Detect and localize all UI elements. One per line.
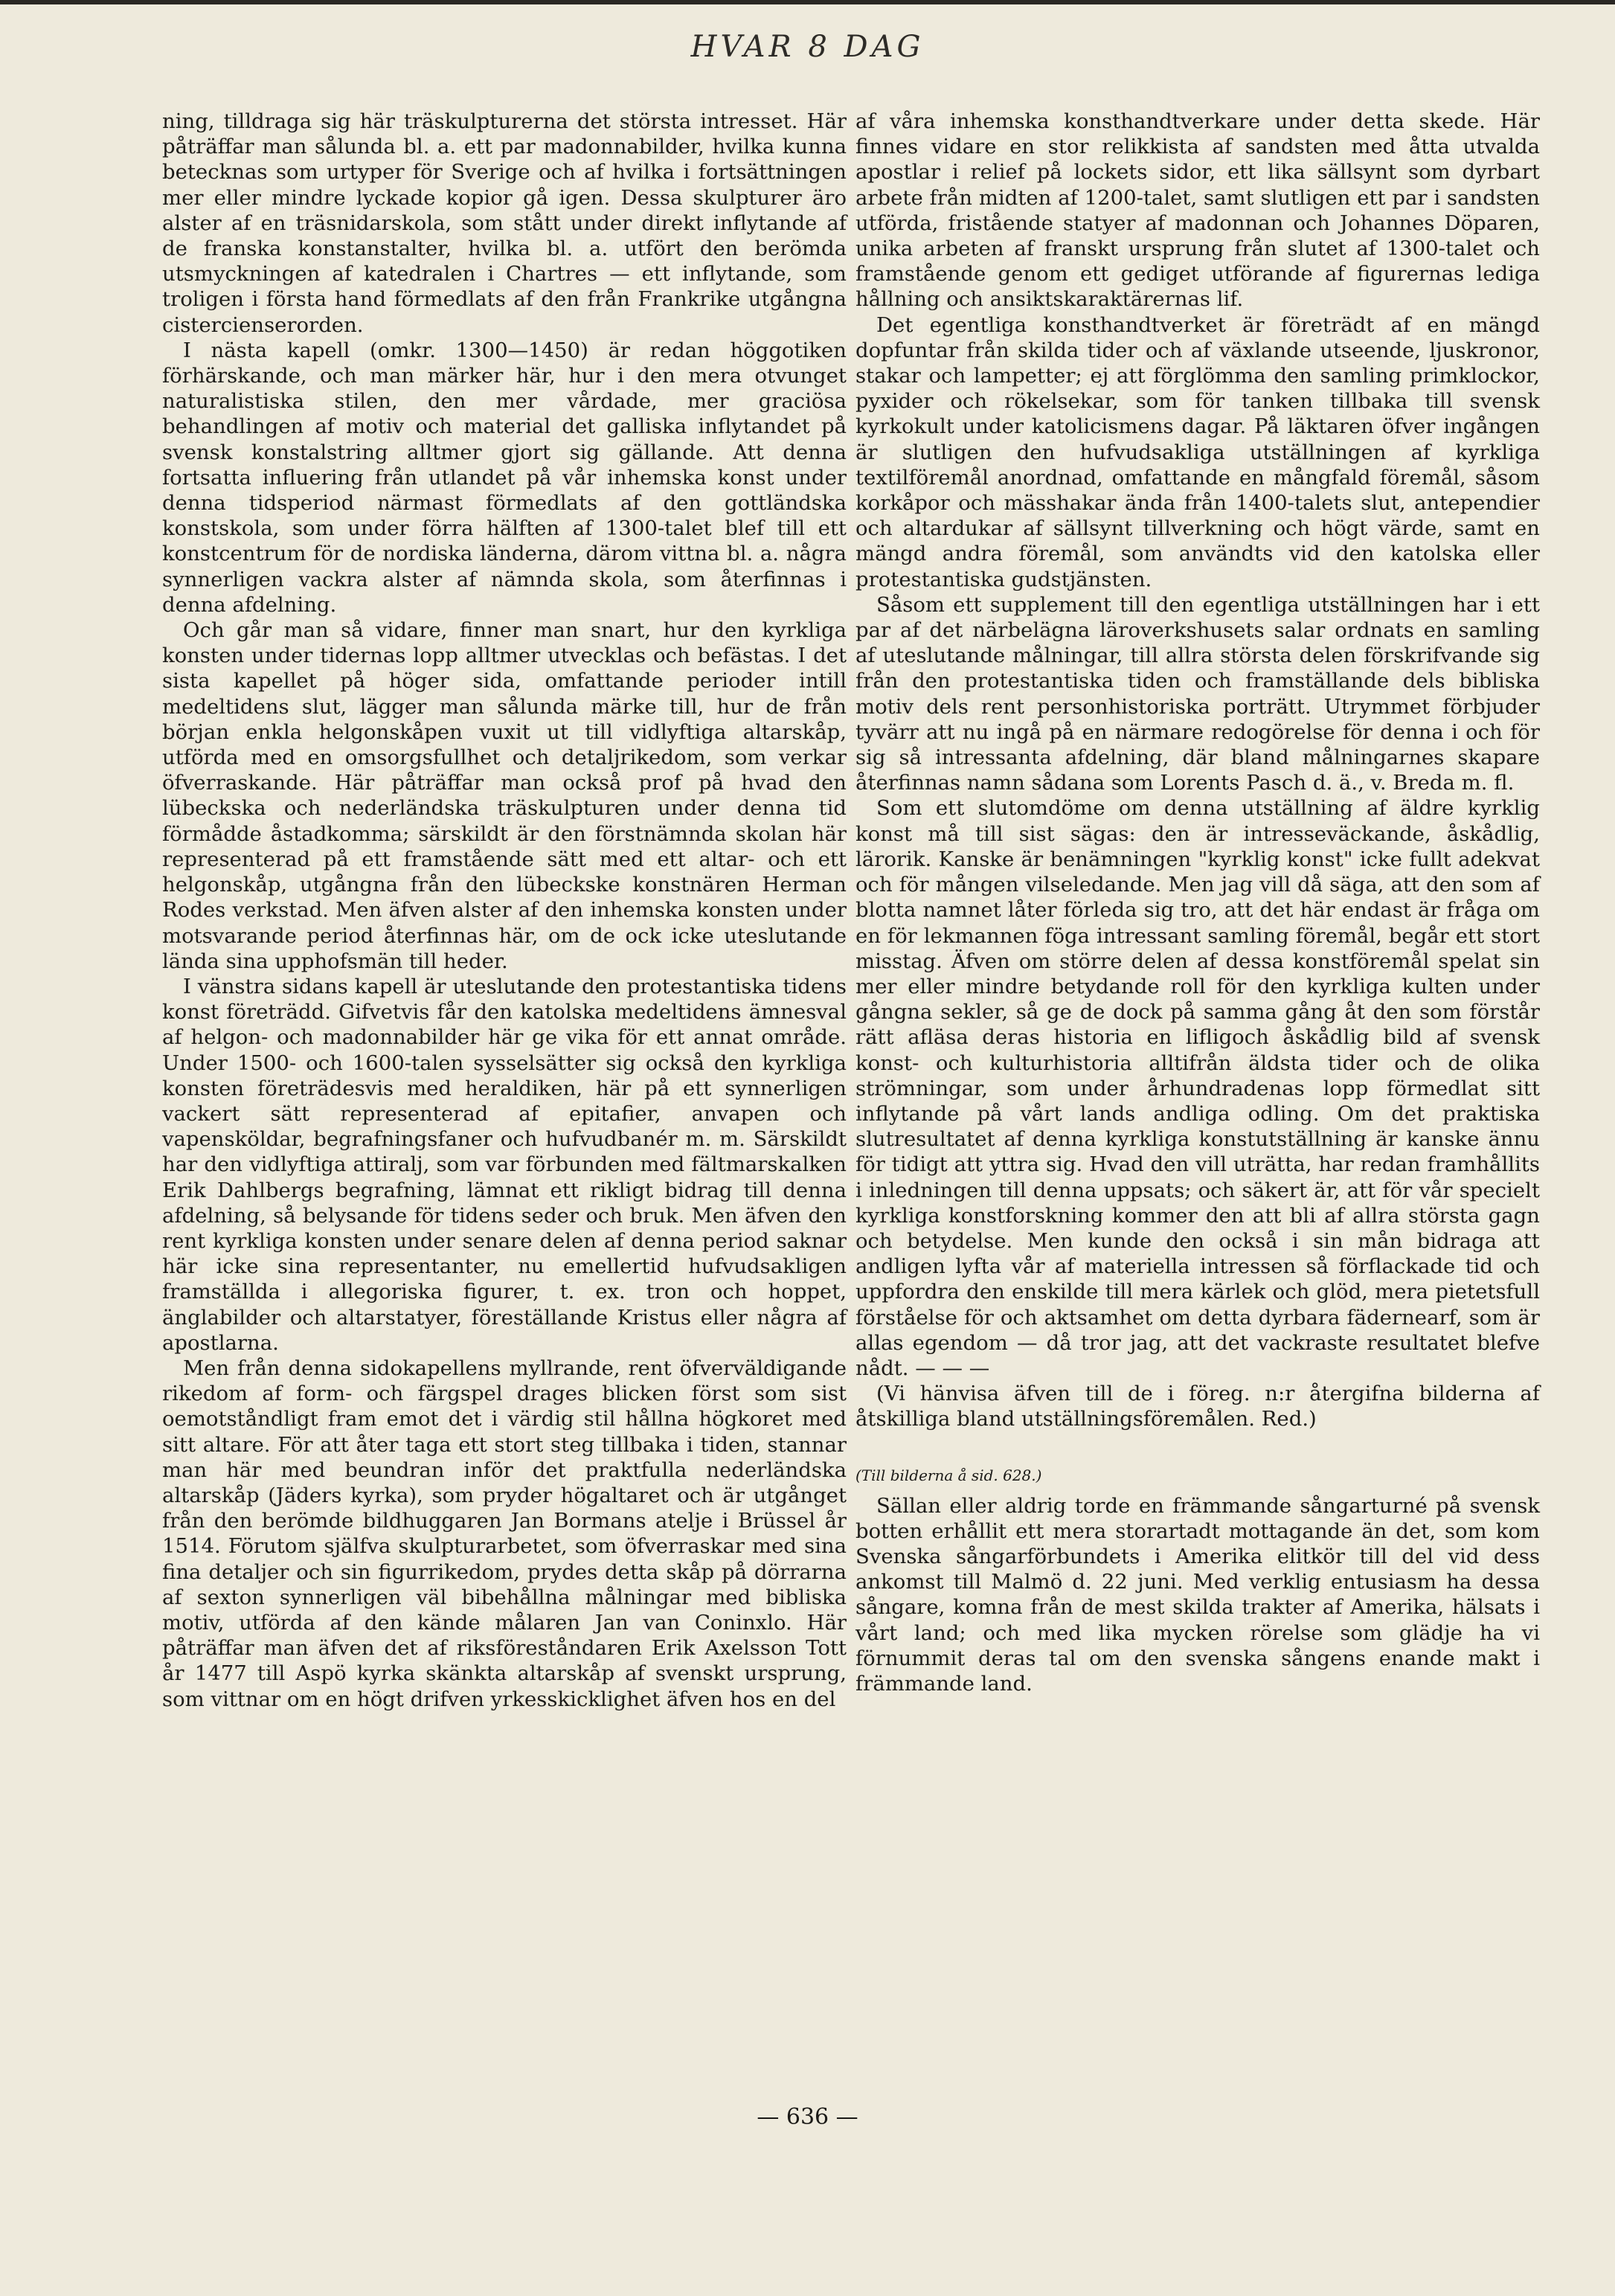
paragraph: Såsom ett supplement till den egentliga utställningen har i ett par af det närbelägna läroverkshusets salar ordnats en samling af uteslutande målningar, till allra största delen förskrifvande sig från den protestantiska tiden och framställande dels bibliska motiv dels rent personhistoriska porträtt. Utrymmet förbjuder tyvärr att nu ingå på en närmare redogörelse för denna i och för sig så intressanta afdelning, där bland målningarnes skapare återfinnas namn sådana som Lorents Pasch d. ä., v. Breda m. fl. — [855, 592, 1540, 795]
right-column — [855, 109, 1540, 1696]
section-caption: (Till bilderna å sid. 628.) — [855, 1466, 1042, 1484]
paragraph: Sällan eller aldrig torde en främmande sångarturné på svensk botten erhållit ett mera storartadt mottagande än det, som kom Svenska sångarförbundets i Amerika elitkör till del vid dess ankomst till Malmö d. 22 juni. Med verklig entusiasm ha dessa sångare, komna från de mest skilda trakter af Amerika, hälsats i vårt land; och med lika mycken rörelse som glädje ha vi förnummit deras tal om den svenska sångens enande makt i främmande land. — [855, 1493, 1540, 1696]
paragraph: Och går man så vidare, finner man snart, hur den kyrkliga konsten under tidernas lopp alltmer utvecklas och befästas. I det sista kapellet på höger sida, omfattande perioder intill medeltidens slut, lägger man sålunda märke till, hur de från början enkla helgonskåpen vuxit ut till vidlyftiga altarskåp, utförda med en omsorgsfullhet och detaljrikedom, som verkar öfverraskande. Här påträffar man också prof på hvad den lübeckska och nederländska träskulpturen under denna tid förmådde åstadkomma; särskildt är den förstnämnda skolan här representerad på ett framstående sätt med ett altar- och ett helgonskåp, utgångna från den lübeckske konstnären Herman Rodes verkstad. Men äfven alster af den inhemska konsten under motsvarande period återfinnas här, om de ock icke uteslutande lända sina upphofsmän till heder. — [162, 618, 847, 973]
running-header: HVAR 8 DAG — [690, 30, 925, 64]
paragraph: Som ett slutomdöme om denna utställning af äldre kyrklig konst må till sist sägas: den är intresseväckande, åskådlig, lärorik. Kanske är benämningen "kyrklig konst" icke fullt adekvat och för mången vilseledande. Men jag vill då säga, att den som af blotta namnet låter förleda sig tro, att det här endast är fråga om en för lekmannen föga intressant samling föremål, begår ett stort misstag. Äfven om större delen af dessa konstföremål spelat sin mer eller mindre betydande roll för den kyrkliga kulten under gångna sekler, så ge de dock på samma gång åt den som förstår rätt afläsa deras historia en lifligoch åskådlig bild af svensk konst- och kulturhistoria alltifrån äldsta tider och de olika strömningar, som under århundradenas lopp förmedlat sitt inflytande på vårt lands andliga odling. Om det praktiska slutresultatet af denna kyrkliga konstutställning är kanske ännu för tidigt att yttra sig. Hvad den vill uträtta, har redan framhållits i inledningen till denna uppsats; och säkert är, att för vår specielt kyrkliga konstforskning kommer den att bli af allra största gagn och betydelse. Men kunde den också i sin mån bidraga att andligen lyfta vår af materiella intressen så förflackade tid och uppfordra den enskilde till mera kärlek och glöd, mera pietetsfull förståelse för och aktsamhet om detta dyrbara fädernearf, som är allas egendom — då tror jag, att det vackraste resultatet blefve nådt. — — — — [855, 796, 1540, 1380]
page-number: — 636 — — [757, 2104, 858, 2130]
paragraph: Men från denna sidokapellens myllrande, rent öfverväldigande rikedom af form- och färgspel drages blicken först som sist oemotståndligt fram emot det i värdig stil hållna högkoret med sitt altare. För att åter taga ett stort steg tillbaka i tiden, stannar man här med beundran inför det praktfulla nederländska altarskåp (Jäders kyrka), som pryder högaltaret och är utgånget från den berömde bildhuggaren Jan Bormans atelje i Brüssel år 1514. Förutom själfva skulpturarbetet, som öfverraskar med sina fina detaljer och sin figurrikedom, prydes detta skåp på dörrarna af sexton synnerligen väl bibehållna målningar med bibliska motiv, utförda af den kände målaren Jan van Coninxlo. Här påträffar man äfven det af riksföreståndaren Erik Axelsson Tott år 1477 till Aspö kyrka skänkta altarskåp af svenskt ursprung, som vittnar om en högt drifven yrkesskicklighet äfven hos en del — [162, 1356, 847, 1711]
paragraph: ning, tilldraga sig här träskulpturerna det största intresset. Här påträffar man sålunda bl. a. ett par madonnabilder, hvilka kunna betecknas som urtyper för Sverige och af hvilka i fortsättningen mer eller mindre lyckade kopior gå igen. Dessa skulpturer äro alster af en träsnidarskola, som stått under direkt inflytande af de franska konstanstalter, hvilka bl. a. utfört den berömda utsmyckningen af katedralen i Chartres — ett inflytande, som troligen i första hand förmedlats af den från Frankrike utgångna cistercienserorden. — [162, 109, 847, 337]
editor-note: (Vi hänvisa äfven till de i föreg. n:r återgifna bilderna af åtskilliga bland utställningsföremålen. Red.) — [855, 1382, 1540, 1431]
paragraph: I vänstra sidans kapell är uteslutande den protestantiska tidens konst företrädd. Gifvetvis får den katolska medeltidens ämnesval af helgon- och madonnabilder här ge vika för ett annat område. Under 1500- och 1600-talen sysselsätter sig också den kyrkliga konsten företrädesvis med heraldiken, här på ett synnerligen vackert sätt representerad af epitafier, anvapen och vapensköldar, begrafningsfaner och hufvudbanér m. m. Särskildt har den vidlyftiga attiralj, som var förbunden med fältmarskalken Erik Dahlbergs begrafning, lämnat ett rikligt bidrag till denna afdelning, så belysande för tidens seder och bruk. Men äfven den rent kyrkliga konsten under senare delen af denna period saknar här icke sina representanter, nu emellertid hufvudsakligen framställda i allegoriska figurer, t. ex. tron och hoppet, änglabilder och altarstatyer, föreställande Kristus eller några af apostlarna. — [162, 974, 847, 1355]
paragraph: af våra inhemska konsthandtverkare under detta skede. Här finnes vidare en stor relikkista af sandsten med åtta utvalda apostlar i relief på lockets sidor, ett lika sällsynt som dyrbart arbete från midten af 1200-talet, samt slutligen ett par i sandsten utförda, fristående statyer af madonnan och Johannes Döparen, unika arbeten af franskt ursprung från slutet af 1300-talet och framstående genom ett gediget utförande af figurernas lediga hållning och ansiktskaraktärernas lif. — [855, 109, 1540, 312]
paragraph: I nästa kapell (omkr. 1300—1450) är redan höggotiken förhärskande, och man märker här, hur i den mera otvunget naturalistiska stilen, den mer vårdade, mer graciösa behandlingen af motiv och material det galliska inflytandet på svensk konstalstring alltmer gjort sig gällande. Att denna fortsatta influering från utlandet på vår inhemska konst under denna tidsperiod närmast förmedlats af den gottländska konstskola, som under förra hälften af 1300-talet blef till ett konstcentrum för de nordiska länderna, därom vittna bl. a. några synnerligen vackra alster af nämnda skola, som återfinnas i denna afdelning. — [162, 338, 847, 617]
top-rule — [0, 0, 1615, 4]
paragraph: Det egentliga konsthandtverket är företrädt af en mängd dopfuntar från skilda tider och af växlande utseende, ljuskronor, stakar och lampetter; ej att förglömma den samling primklockor, pyxider och rökelsekar, som för tanken tillbaka till svensk kyrkokult under katolicismens dagar. På läktaren öfver ingången är slutligen den hufvudsakliga utställningen af kyrkliga textilföremål anordnad, omfattande en mångfald föremål, såsom korkåpor och mässhakar ända från 1400-talets slut, antependier och altardukar af sällsynt tillverkning och högt värde, samt en mängd andra föremål, som användts vid den katolska eller protestantiska gudstjänsten. — [855, 312, 1540, 591]
left-column — [162, 109, 847, 1712]
